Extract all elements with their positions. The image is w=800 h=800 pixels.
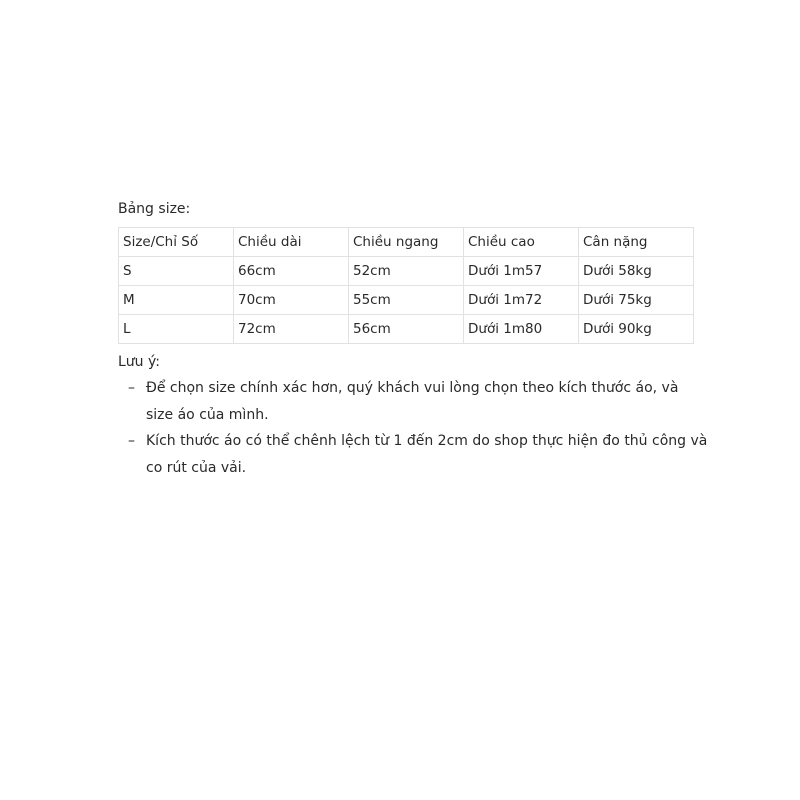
size-guide [118,200,708,481]
table-cell: M [119,286,234,315]
table-row [119,315,694,344]
note-text: Kích thước áo có thể chênh lệch từ 1 đến 2cm do shop thực hiện đo thủ công và co rút của vải. [146,433,708,476]
table-cell: 70cm [234,286,349,315]
table-cell: Dưới 58kg [579,257,694,286]
table-cell: 56cm [349,315,464,344]
bullet-dash: – [128,380,135,396]
table-cell: 55cm [349,286,464,315]
header-cell: Chiều ngang [349,228,464,257]
header-cell: Size/Chỉ Số [119,228,234,257]
header-cell: Chiều cao [464,228,579,257]
table-cell: Dưới 1m57 [464,257,579,286]
table-cell: Dưới 1m72 [464,286,579,315]
table-cell: L [119,315,234,344]
table-cell: 72cm [234,315,349,344]
note-text: Để chọn size chính xác hơn, quý khách vui lòng chọn theo kích thước áo, và size áo của mình. [146,380,679,423]
header-cell: Cân nặng [579,228,694,257]
table-cell: Dưới 1m80 [464,315,579,344]
size-table-heading: Bảng size: [118,201,191,217]
table-row [119,257,694,286]
list-item [118,375,708,428]
notes-title: Lưu ý: [118,354,160,370]
table-cell: 52cm [349,257,464,286]
list-item [118,428,708,481]
table-cell: Dưới 75kg [579,286,694,315]
notes-list [118,375,708,481]
table-cell: S [119,257,234,286]
table-header-row [119,228,694,257]
table-row [119,286,694,315]
table-cell: 66cm [234,257,349,286]
bullet-dash: – [128,433,135,449]
table-cell: Dưới 90kg [579,315,694,344]
size-table [118,227,694,344]
header-cell: Chiều dài [234,228,349,257]
